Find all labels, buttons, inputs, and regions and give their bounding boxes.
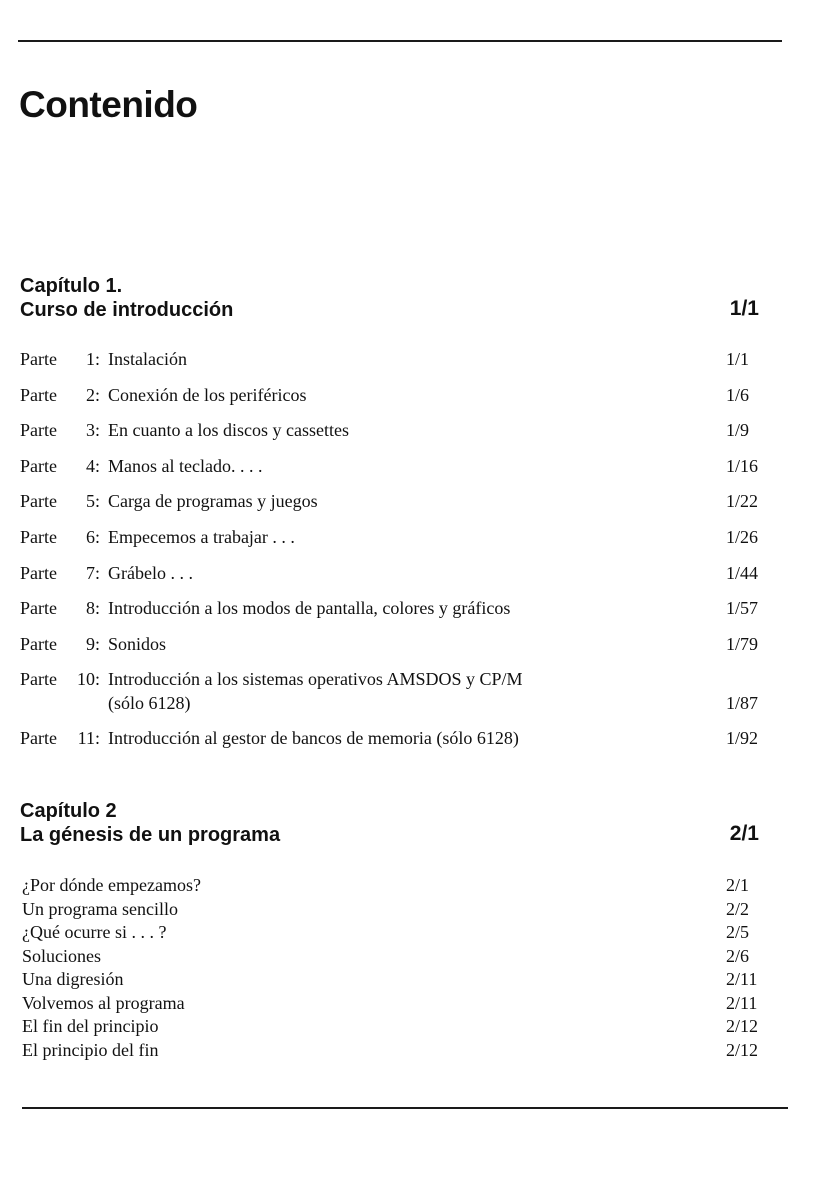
entry-number: 2: (85, 384, 100, 405)
chapter-label: Capítulo 2 (20, 800, 117, 822)
toc-entry (0, 632, 825, 668)
entry-page: 2/11 (726, 992, 758, 1013)
toc-entries (0, 873, 825, 1061)
entry-title: ¿Qué ocurre si . . . ? (22, 922, 167, 942)
entry-part: Parte (20, 491, 57, 512)
entry-page: 2/12 (726, 1039, 759, 1060)
entry-title: Introducción al gestor de bancos de memoria (sólo 6128) (108, 728, 519, 749)
toc-entry (0, 726, 825, 762)
entry-title: Una digresión (22, 969, 124, 989)
chapter-heading (0, 275, 825, 325)
entry-title: El fin del principio (22, 1016, 159, 1036)
entry-page: 2/12 (726, 1016, 759, 1036)
chapter-title: La génesis de un programa (20, 824, 281, 846)
chapter-page: 2/1 (729, 822, 759, 845)
entry-page: 1/26 (726, 526, 759, 547)
toc-entry (0, 347, 825, 383)
entry-part: Parte (20, 728, 57, 749)
chapter-title: Curso de introducción (20, 299, 234, 321)
toc-entry (0, 596, 825, 632)
entry-title: Sonidos (108, 633, 167, 654)
entry-number: 7: (85, 562, 100, 583)
entry-page: 2/1 (726, 875, 750, 895)
entry-title: Manos al teclado. . . . (108, 455, 263, 476)
toc-entry (0, 561, 825, 597)
entry-part: Parte (20, 526, 57, 547)
entry-page: 1/57 (726, 598, 759, 619)
chapter-1 (0, 275, 825, 749)
toc-entry (0, 991, 825, 1015)
entry-page: 1/92 (726, 728, 759, 749)
entry-title: Un programa sencillo (22, 898, 178, 919)
entry-title: ¿Por dónde empezamos? (22, 875, 201, 895)
entry-title: Soluciones (22, 945, 101, 966)
entry-part: Parte (20, 384, 57, 405)
entry-title: Empecemos a trabajar . . . (108, 526, 295, 547)
entry-title: En cuanto a los discos y cassettes (108, 420, 349, 441)
entry-title: Carga de programas y juegos (108, 491, 318, 512)
entry-title: El principio del fin (22, 1039, 159, 1060)
entry-page: 1/6 (726, 384, 750, 405)
entry-number: 8: (85, 598, 100, 619)
toc-entry (0, 967, 825, 991)
entry-page: 1/1 (726, 349, 750, 369)
entry-number: 3: (85, 420, 100, 441)
entry-page: 1/44 (726, 562, 759, 583)
entry-title: Instalación (108, 349, 187, 369)
toc-entry (0, 667, 825, 726)
entry-page: 2/5 (726, 922, 750, 942)
toc-entries (0, 347, 825, 762)
toc-entry (0, 1038, 825, 1062)
entry-part: Parte (20, 420, 57, 441)
entry-page: 2/11 (726, 969, 758, 989)
toc-entry (0, 525, 825, 561)
entry-number: 11: (77, 728, 100, 749)
toc-entry (0, 1014, 825, 1038)
entry-page: 2/2 (726, 898, 750, 919)
entry-number: 1: (85, 349, 100, 369)
entry-number: 10: (76, 669, 100, 690)
entry-page: 2/6 (726, 945, 750, 966)
entry-title: Introducción a los sistemas operativos AMSDOS y CP/M (108, 669, 523, 690)
entry-page: 1/9 (726, 420, 750, 441)
toc-entry (0, 920, 825, 944)
toc-entry (0, 944, 825, 968)
entry-title: Volvemos al programa (22, 992, 185, 1013)
entry-title: Introducción a los modos de pantalla, colores y gráficos (108, 598, 511, 619)
entry-title: Conexión de los periféricos (108, 384, 307, 405)
entry-number: 9: (85, 633, 100, 654)
toc-entry (0, 418, 825, 454)
top-rule (18, 40, 782, 42)
entry-number: 4: (85, 455, 100, 476)
entry-part: Parte (20, 669, 57, 690)
entry-part: Parte (20, 562, 57, 583)
toc-entry (0, 873, 825, 897)
bottom-rule (22, 1107, 788, 1109)
chapter-page: 1/1 (729, 297, 759, 320)
entry-part: Parte (20, 598, 57, 619)
entry-number: 5: (85, 491, 100, 512)
entry-page: 1/22 (726, 491, 759, 512)
entry-part: Parte (20, 455, 57, 476)
page-title: Contenido (19, 84, 198, 125)
chapter-2 (0, 800, 825, 1060)
toc-entry (0, 897, 825, 921)
entry-part: Parte (20, 633, 57, 654)
entry-page: 1/79 (726, 633, 759, 654)
toc-entry (0, 454, 825, 490)
toc-entry (0, 489, 825, 525)
entry-part: Parte (20, 349, 57, 369)
chapter-heading (0, 800, 825, 850)
entry-page: 1/16 (726, 455, 759, 476)
entry-page: 1/87 (726, 693, 759, 714)
entry-title-continuation: (sólo 6128) (108, 693, 191, 714)
toc-entry (0, 383, 825, 419)
entry-number: 6: (85, 526, 100, 547)
entry-title: Grábelo . . . (108, 562, 193, 583)
chapter-label: Capítulo 1. (20, 275, 123, 297)
